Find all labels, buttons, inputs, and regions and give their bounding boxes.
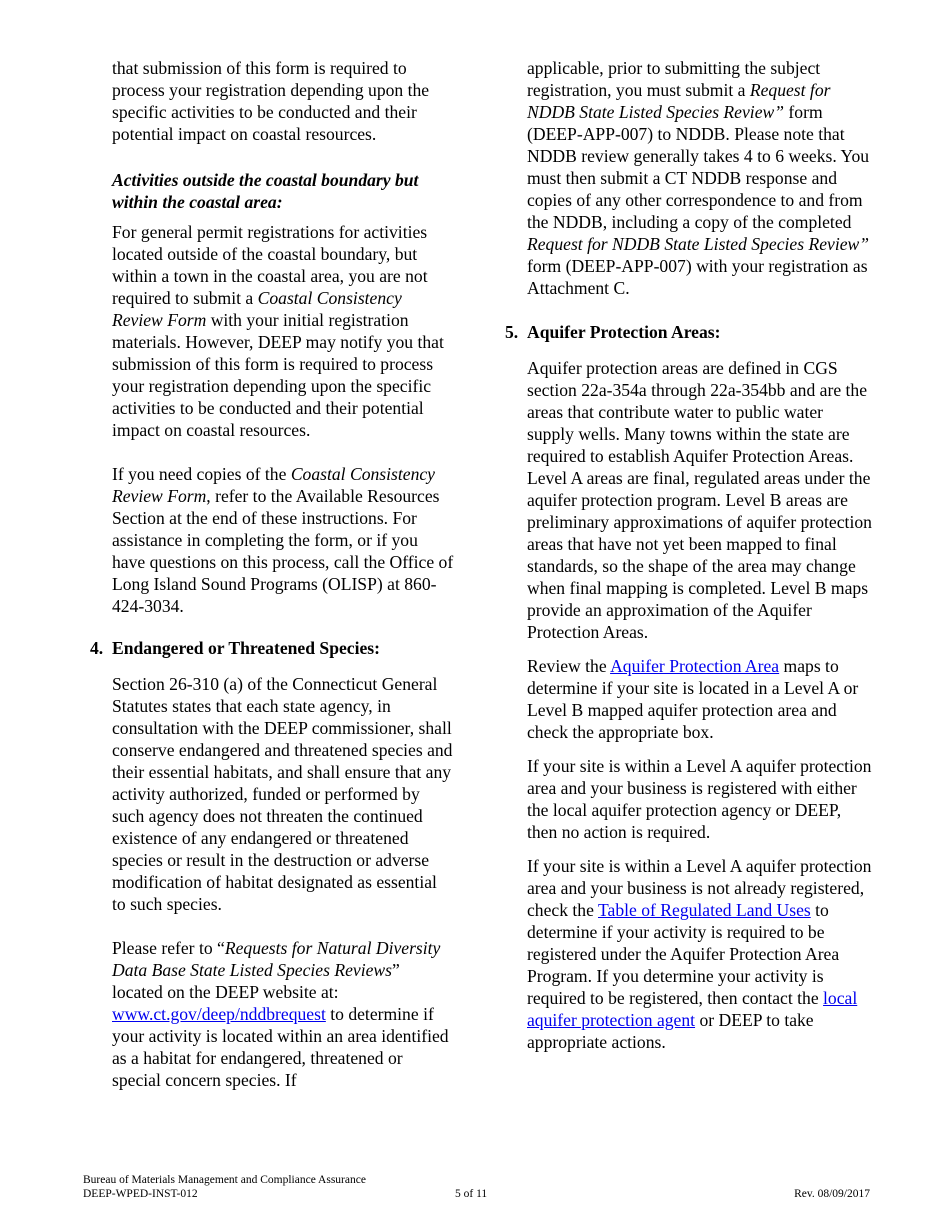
text: If your site is within a Level A aquifer protection area and your business is not already registered, check the	[527, 856, 872, 920]
text: Please refer to “	[112, 938, 225, 958]
text: to determine if your activity is required to be registered under the Aquifer Protection Area Program. If you determine your activity is required to be registered, then contact the	[527, 900, 840, 1008]
text: with your initial registration materials. However, DEEP may notify you that submission of this form is required to process your registration depending upon the specific activities to be conducted and their potential impact on coastal resources.	[112, 310, 444, 440]
section-5-header	[505, 321, 873, 343]
footer-doc-id: DEEP-WPED-INST-012	[83, 1188, 198, 1200]
form-title: Coastal Consistency Review Form	[112, 464, 435, 506]
paragraph-coastal-continued: that submission of this form is required to process your registration depending upon the specific activities to be conducted and their potential impact on coastal resources.	[112, 58, 430, 144]
aquifer-protection-area-link[interactable]: Aquifer Protection Area	[610, 656, 780, 676]
footer-page-number: 5 of 11	[455, 1188, 488, 1200]
text: maps to determine if your site is located in a Level A or Level B mapped aquifer protection area and check the appropriate box.	[527, 656, 859, 742]
footer-revision: Rev. 08/09/2017	[794, 1188, 870, 1200]
regulated-land-uses-link[interactable]: Table of Regulated Land Uses	[598, 900, 811, 920]
document-title: Requests for Natural Diversity Data Base State Listed Species Reviews	[112, 938, 441, 980]
right-column	[505, 57, 873, 1053]
paragraph-nddb-refer	[112, 937, 454, 1091]
paragraph-section-26-310: Section 26-310 (a) of the Connecticut General Statutes states that each state agency, in consultation with the DEEP commissioner, shall conserve endangered and threatened species and their essential habitats, and shall ensure that any activity authorized, funded or performed by such agency does not threaten the continued existence of any endangered or threatened species or result in the destruction or adverse modification of habitat designated as essential to such species.	[112, 674, 453, 914]
section-5-heading: Aquifer Protection Areas:	[527, 322, 721, 342]
paragraph-level-a-not-registered	[527, 855, 873, 1053]
local-aquifer-agent-link[interactable]: local aquifer protection agent	[527, 988, 858, 1030]
nddb-request-link[interactable]: www.ct.gov/deep/nddbrequest	[112, 1004, 326, 1024]
section-5-number: 5.	[505, 322, 519, 342]
section-4-number: 4.	[90, 638, 104, 658]
subheading-outside-coastal-boundary: Activities outside the coastal boundary but within the coastal area:	[112, 170, 419, 212]
text: form (DEEP-APP-007) to NDDB. Please note that NDDB review generally takes 4 to 6 weeks. You must then submit a CT NDDB response and copies of any other correspondence to and from the NDDB, including a copy of the completed	[527, 102, 870, 232]
text: For general permit registrations for activities located outside of the coastal boundary, but within a town in the coastal area, you are not required to submit a	[112, 222, 428, 308]
text: Review the	[527, 656, 611, 676]
text: , refer to the Available Resources Section at the end of these instructions. For assistance in completing the form, or if you have questions on this process, call the Office of Long Island Sound Programs (OLISP) at 860-424-3034.	[112, 486, 454, 616]
text: applicable, prior to submitting the subject registration, you must submit a	[527, 58, 821, 100]
text: form (DEEP-APP-007) with your registration as Attachment C.	[527, 256, 868, 298]
text: ” located on the DEEP website at:	[112, 960, 400, 1002]
section-4-header	[90, 637, 454, 659]
text: to determine if your activity is located within an area identified as a habitat for endangered, threatened or special concern species. If	[112, 1004, 449, 1090]
text: or DEEP to take appropriate actions.	[527, 1010, 814, 1052]
left-column	[90, 57, 454, 1091]
footer-bureau: Bureau of Materials Management and Compliance Assurance	[83, 1174, 366, 1186]
paragraph-copies	[112, 463, 454, 617]
form-title: Request for NDDB State Listed Species Review”	[527, 80, 831, 122]
paragraph-general-permit	[112, 221, 454, 441]
text: If you need copies of the	[112, 464, 291, 484]
form-title: Coastal Consistency Review Form	[112, 288, 402, 330]
paragraph-nddb-submit	[527, 57, 873, 299]
paragraph-level-a-registered: If your site is within a Level A aquifer protection area and your business is registered with either the local aquifer protection agency or DEEP, then no action is required.	[527, 756, 872, 842]
section-4-heading: Endangered or Threatened Species:	[112, 638, 380, 658]
form-title: Request for NDDB State Listed Species Review”	[527, 234, 870, 254]
paragraph-review-maps	[527, 655, 873, 743]
paragraph-aquifer-definition: Aquifer protection areas are defined in CGS section 22a-354a through 22a-354bb and are the areas that contribute water to public water supply wells. Many towns within the state are required to establish Aquifer Protection Areas. Level A areas are final, regulated areas under the aquifer protection program. Level B areas are preliminary approximations of aquifer protection areas that have not yet been mapped to final standards, so the shape of the area may change when final mapping is completed. Level B maps provide an approximation of the Aquifer Protection Areas.	[527, 358, 872, 642]
